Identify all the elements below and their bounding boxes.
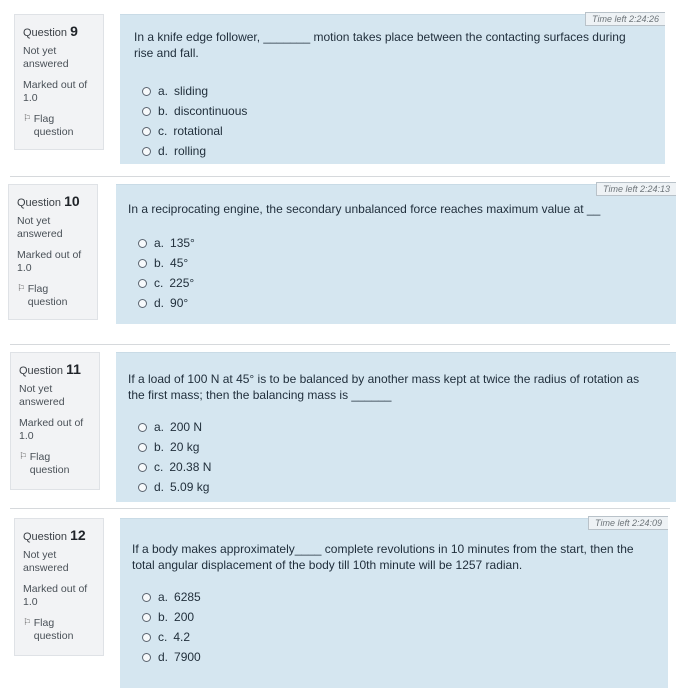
marked-out-of-label: Marked out of bbox=[17, 249, 82, 261]
marked-out-of-label: Marked out of bbox=[23, 583, 88, 595]
radio-button[interactable] bbox=[142, 107, 151, 116]
divider bbox=[10, 176, 670, 177]
answer-option[interactable] bbox=[138, 437, 211, 457]
question-info-panel bbox=[10, 352, 100, 490]
answer-text: 6285 bbox=[174, 590, 201, 604]
answer-letter: b. bbox=[158, 610, 169, 624]
flag-question-button[interactable] bbox=[23, 617, 95, 643]
radio-button[interactable] bbox=[138, 259, 147, 268]
flag-icon: ⚐ bbox=[19, 451, 28, 461]
question-10-block bbox=[0, 178, 680, 343]
answer-option[interactable] bbox=[138, 273, 195, 293]
radio-button[interactable] bbox=[142, 147, 151, 156]
flag-question-label: Flag question bbox=[33, 617, 74, 642]
answer-letter: b. bbox=[154, 440, 165, 454]
answer-text: rolling bbox=[174, 144, 207, 158]
answer-option[interactable] bbox=[138, 253, 195, 273]
answer-letter: d. bbox=[154, 480, 165, 494]
radio-button[interactable] bbox=[138, 239, 147, 248]
answer-text: discontinuous bbox=[174, 104, 248, 118]
answer-text: 20.38 N bbox=[169, 460, 212, 474]
marked-value: 1.0 bbox=[19, 430, 34, 442]
answer-option[interactable] bbox=[142, 627, 201, 647]
radio-button[interactable] bbox=[142, 127, 151, 136]
marked-value: 1.0 bbox=[17, 262, 32, 274]
question-content-box bbox=[120, 14, 665, 164]
flag-question-label: Flag question bbox=[27, 283, 68, 308]
answer-option[interactable] bbox=[142, 101, 247, 121]
question-number-label: Question 12 bbox=[23, 527, 86, 543]
question-status: Not yet answered bbox=[23, 45, 69, 70]
flag-question-label: Flag question bbox=[29, 451, 70, 476]
answer-letter: b. bbox=[154, 256, 165, 270]
answer-option[interactable] bbox=[138, 477, 211, 497]
question-number-label: Question 11 bbox=[19, 361, 81, 377]
radio-button[interactable] bbox=[138, 279, 147, 288]
answer-options bbox=[138, 417, 211, 497]
radio-button[interactable] bbox=[142, 653, 151, 662]
answer-letter: c. bbox=[154, 460, 164, 474]
answer-option[interactable] bbox=[142, 81, 247, 101]
answer-option[interactable] bbox=[142, 647, 201, 667]
question-text: If a body makes approximately____ complete revolutions in 10 minutes from the start, then the total angular displacement of the body till 10th minute will be 1257 radian. bbox=[132, 542, 634, 572]
question-number-label: Question 10 bbox=[17, 193, 80, 209]
answer-option[interactable] bbox=[138, 233, 195, 253]
answer-text: 200 N bbox=[170, 420, 203, 434]
answer-option[interactable] bbox=[142, 607, 201, 627]
radio-button[interactable] bbox=[142, 613, 151, 622]
answer-text: 7900 bbox=[174, 650, 201, 664]
flag-icon: ⚐ bbox=[17, 283, 26, 293]
marked-value: 1.0 bbox=[23, 92, 38, 104]
answer-text: rotational bbox=[173, 124, 223, 138]
answer-option[interactable] bbox=[138, 293, 195, 313]
flag-icon: ⚐ bbox=[23, 617, 32, 627]
question-status: Not yet answered bbox=[17, 215, 63, 240]
flag-question-button[interactable] bbox=[17, 283, 89, 309]
radio-button[interactable] bbox=[142, 593, 151, 602]
answer-letter: a. bbox=[154, 420, 165, 434]
question-content-box bbox=[116, 352, 676, 502]
answer-option[interactable] bbox=[142, 121, 247, 141]
flag-question-label: Flag question bbox=[33, 113, 74, 138]
flag-icon: ⚐ bbox=[23, 113, 32, 123]
answer-letter: c. bbox=[154, 276, 164, 290]
answer-text: 5.09 kg bbox=[170, 480, 210, 494]
radio-button[interactable] bbox=[138, 423, 147, 432]
question-number-label: Question 9 bbox=[23, 23, 78, 39]
radio-button[interactable] bbox=[138, 463, 147, 472]
time-left-indicator: Time left 2:24:09 bbox=[588, 516, 668, 530]
question-content-box bbox=[116, 184, 676, 324]
flag-question-button[interactable] bbox=[23, 113, 95, 139]
answer-letter: b. bbox=[158, 104, 169, 118]
radio-button[interactable] bbox=[142, 633, 151, 642]
answer-options bbox=[138, 233, 195, 313]
radio-button[interactable] bbox=[138, 443, 147, 452]
answer-text: 4.2 bbox=[173, 630, 191, 644]
answer-option[interactable] bbox=[142, 587, 201, 607]
radio-button[interactable] bbox=[142, 87, 151, 96]
time-left-indicator: Time left 2:24:26 bbox=[585, 12, 665, 26]
answer-text: 45° bbox=[170, 256, 189, 270]
radio-button[interactable] bbox=[138, 483, 147, 492]
divider bbox=[10, 344, 670, 345]
answer-option[interactable] bbox=[138, 417, 211, 437]
time-left-indicator: Time left 2:24:13 bbox=[596, 182, 676, 196]
question-info-panel bbox=[14, 518, 104, 656]
question-info-panel bbox=[14, 14, 104, 150]
marked-out-of-label: Marked out of bbox=[23, 79, 88, 91]
answer-text: 90° bbox=[170, 296, 189, 310]
answer-letter: a. bbox=[154, 236, 165, 250]
answer-letter: d. bbox=[154, 296, 165, 310]
answer-letter: d. bbox=[158, 650, 169, 664]
question-status: Not yet answered bbox=[23, 549, 69, 574]
answer-letter: c. bbox=[158, 124, 168, 138]
question-11-block bbox=[0, 346, 680, 511]
question-text: In a knife edge follower, _______ motion takes place between the contacting surfaces during rise and fall. bbox=[134, 30, 626, 60]
answer-text: 135° bbox=[170, 236, 195, 250]
question-9-block bbox=[0, 0, 680, 175]
question-status: Not yet answered bbox=[19, 383, 65, 408]
answer-text: sliding bbox=[174, 84, 209, 98]
answer-letter: a. bbox=[158, 590, 169, 604]
question-text: If a load of 100 N at 45° is to be balanced by another mass kept at twice the radius of rotation as the first mass; then the balancing mass is ______ bbox=[128, 372, 640, 402]
radio-button[interactable] bbox=[138, 299, 147, 308]
answer-letter: d. bbox=[158, 144, 169, 158]
answer-options bbox=[142, 81, 247, 161]
question-text: In a reciprocating engine, the secondary unbalanced force reaches maximum value at __ bbox=[128, 202, 601, 216]
answer-text: 225° bbox=[169, 276, 195, 290]
answer-text: 200 bbox=[174, 610, 195, 624]
question-12-block bbox=[0, 510, 680, 695]
answer-options bbox=[142, 587, 201, 667]
marked-out-of-label: Marked out of bbox=[19, 417, 84, 429]
marked-value: 1.0 bbox=[23, 596, 38, 608]
answer-text: 20 kg bbox=[170, 440, 200, 454]
answer-option[interactable] bbox=[142, 141, 247, 161]
answer-letter: a. bbox=[158, 84, 169, 98]
answer-letter: c. bbox=[158, 630, 168, 644]
question-content-box bbox=[120, 518, 668, 688]
question-info-panel bbox=[8, 184, 98, 320]
flag-question-button[interactable] bbox=[19, 451, 91, 477]
divider bbox=[10, 508, 670, 509]
answer-option[interactable] bbox=[138, 457, 211, 477]
